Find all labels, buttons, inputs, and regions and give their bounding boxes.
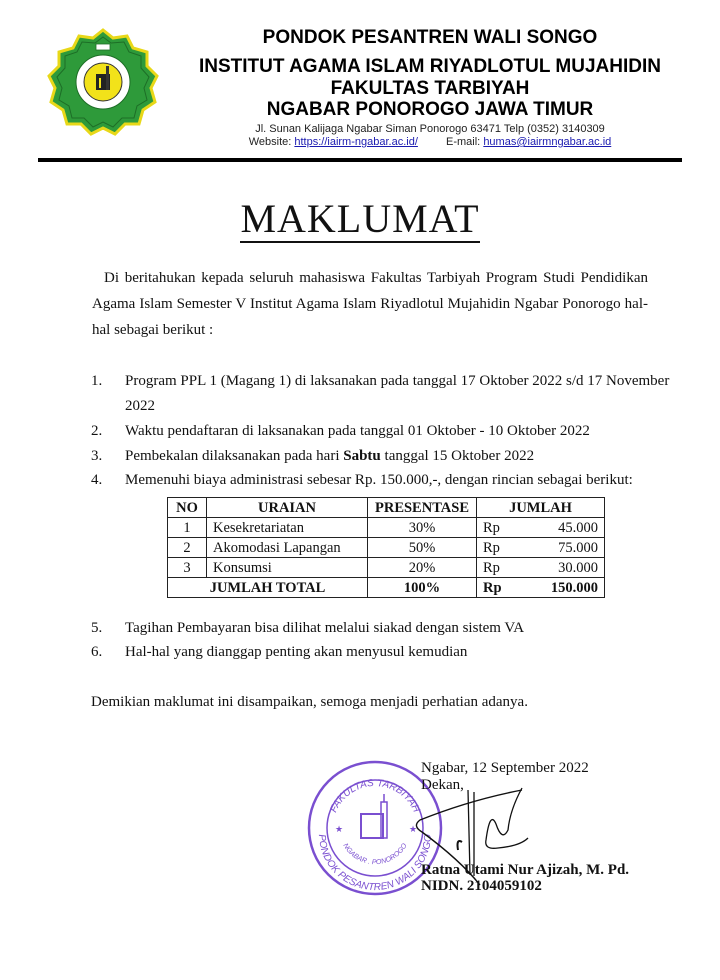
- intro-paragraph: Di beritahukan kepada seluruh mahasiswa Fakultas Tarbiyah Program Studi Pendidikan Agama Islam Semester V Institut Agama Islam Riyadlotul Mujahidin Ngabar Ponorogo hal-hal sebagai berikut :: [92, 270, 648, 338]
- cell-uraian: Kesekretariatan: [207, 518, 368, 538]
- cell-jumlah: 75.000: [519, 538, 605, 558]
- header-presentase: PRESENTASE: [368, 498, 477, 518]
- list-item: 6. Hal-hal yang dianggap penting akan menyusul kemudian: [91, 644, 468, 660]
- total-presentase: 100%: [368, 578, 477, 598]
- svg-text:★: ★: [409, 824, 418, 834]
- cell-no: 3: [168, 558, 207, 578]
- table-total-row: [168, 578, 605, 598]
- cell-no: 1: [168, 518, 207, 538]
- closing-sentence: Demikian maklumat ini disampaikan, semoga menjadi perhatian adanya.: [91, 694, 528, 710]
- header-no: NO: [168, 498, 207, 518]
- cell-presentase: 20%: [368, 558, 477, 578]
- cell-jumlah: 30.000: [519, 558, 605, 578]
- cell-currency: Rp: [477, 518, 520, 538]
- letterhead-address: Jl. Sunan Kalijaga Ngabar Siman Ponorogo 63471 Telp (0352) 3140309: [255, 123, 605, 135]
- cell-currency: Rp: [477, 558, 520, 578]
- svg-text:FAKULTAS TARBIYAH: FAKULTAS TARBIYAH: [328, 777, 422, 815]
- list-item: 5. Tagihan Pembayaran bisa dilihat melalui siakad dengan sistem VA: [91, 620, 525, 636]
- table-row: [168, 538, 605, 558]
- table-header-row: [168, 498, 605, 518]
- svg-text:PONDOK PESANTREN WALI SONGO: PONDOK PESANTREN WALI SONGO: [315, 833, 435, 894]
- header-uraian: URAIAN: [207, 498, 368, 518]
- signer-name: Ratna Utami Nur Ajizah, M. Pd.: [421, 862, 630, 878]
- total-jumlah: 150.000: [519, 578, 605, 598]
- cell-uraian: Akomodasi Lapangan: [207, 538, 368, 558]
- list-item: 1. Program PPL 1 (Magang 1) di laksanakan pada tanggal 17 Oktober 2022 s/d 17 November: [91, 373, 670, 389]
- letterhead-line1: PONDOK PESANTREN WALI SONGO: [262, 27, 598, 48]
- institute-emblem-icon: [47, 28, 159, 136]
- place-date: Ngabar, 12 September 2022: [421, 760, 589, 776]
- email-link[interactable]: humas@iairmngabar.ac.id: [483, 136, 612, 148]
- table-row: [168, 518, 605, 538]
- table-row: [168, 558, 605, 578]
- signer-nidn: NIDN. 2104059102: [421, 878, 542, 894]
- letterhead-line3: FAKULTAS TARBIYAH: [330, 78, 530, 99]
- document-title: MAKLUMAT: [240, 196, 480, 241]
- fee-breakdown-table: [167, 497, 605, 598]
- cell-no: 2: [168, 538, 207, 558]
- signer-position: Dekan,: [421, 777, 464, 793]
- website-link[interactable]: https://iairm-ngabar.ac.id/: [294, 136, 418, 148]
- header-jumlah: JUMLAH: [477, 498, 605, 518]
- letterhead-line2: INSTITUT AGAMA ISLAM RIYADLOTUL MUJAHIDIN: [199, 56, 661, 77]
- letterhead-contact: [150, 136, 710, 148]
- total-currency: Rp: [477, 578, 520, 598]
- website-label: Website:: [248, 136, 292, 148]
- list-item: 2. Waktu pendaftaran di laksanakan pada tanggal 01 Oktober - 10 Oktober 2022: [91, 423, 590, 439]
- cell-presentase: 50%: [368, 538, 477, 558]
- cell-uraian: Konsumsi: [207, 558, 368, 578]
- cell-currency: Rp: [477, 538, 520, 558]
- cell-presentase: 30%: [368, 518, 477, 538]
- letterhead-line4: NGABAR PONOROGO JAWA TIMUR: [266, 99, 594, 120]
- list-item-continuation: 2022: [125, 398, 155, 414]
- list-item: 4. Memenuhi biaya administrasi sebesar Rp. 150.000,-, dengan rincian sebagai berikut:: [91, 472, 633, 488]
- total-label: JUMLAH TOTAL: [168, 578, 368, 598]
- institute-logo: [47, 28, 159, 136]
- list-item: 3. Pembekalan dilaksanakan pada hari Sabtu tanggal 15 Oktober 2022: [91, 448, 535, 464]
- svg-text:★: ★: [335, 824, 344, 834]
- cell-jumlah: 45.000: [519, 518, 605, 538]
- svg-text:NGABAR . PONOROGO: NGABAR . PONOROGO: [341, 842, 409, 867]
- email-label: E-mail:: [446, 136, 481, 148]
- letterhead-divider: [38, 158, 682, 162]
